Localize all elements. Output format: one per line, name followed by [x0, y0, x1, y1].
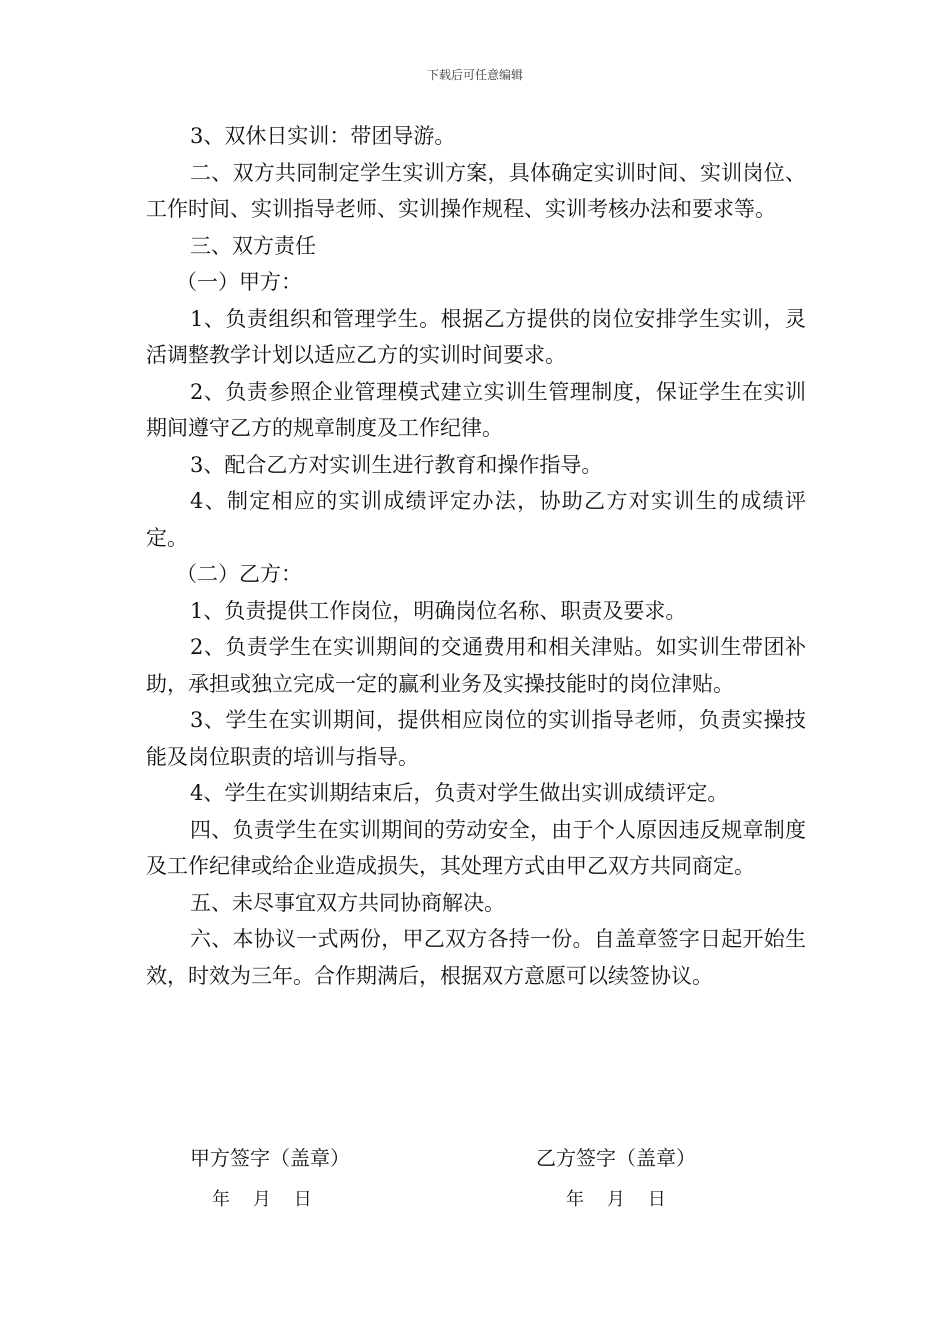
party-a-date: 年 月 日 [212, 1189, 312, 1210]
paragraph: 五、未尽事宜双方共同协商解决。 [190, 890, 505, 915]
party-a-signature [190, 1142, 350, 1211]
paragraph: 六、本协议一式两份，甲乙双方各持一份。自盖章签字日起开始生效，时效为三年。合作期满后，根据双方意愿可以续签协议。 [146, 927, 806, 988]
party-b-signature [536, 1142, 696, 1211]
paragraph: 四、负责学生在实训期间的劳动安全，由于个人原因违反规章制度及工作纪律或给企业造成损失，其处理方式由甲乙双方共同商定。 [146, 817, 806, 878]
paragraph: 4、学生在实训期结束后，负责对学生做出实训成绩评定。 [190, 781, 729, 805]
party-a-signature-label: 甲方签字（盖章） [190, 1146, 350, 1170]
section-heading: 三、双方责任 [190, 233, 316, 258]
paragraph: 3、学生在实训期间，提供相应岗位的实训指导老师，负责实操技能及岗位职责的培训与指导。 [146, 708, 806, 769]
paragraph: 2、负责学生在实训期间的交通费用和相关津贴。如实训生带团补助，承担或独立完成一定的赢利业务及实操技能时的岗位津贴。 [146, 635, 806, 696]
paragraph: 1、负责组织和管理学生。根据乙方提供的岗位安排学生实训，灵活调整教学计划以适应乙方的实训时间要求。 [146, 306, 806, 367]
paragraph: 二、双方共同制定学生实训方案，具体确定实训时间、实训岗位、工作时间、实训指导老师、实训操作规程、实训考核办法和要求等。 [146, 160, 806, 221]
subsection-heading: （二）乙方： [176, 562, 302, 586]
subsection-heading: （一）甲方： [176, 270, 302, 294]
paragraph: 1、负责提供工作岗位，明确岗位名称、职责及要求。 [190, 598, 687, 623]
party-b-date: 年 月 日 [566, 1189, 666, 1210]
paragraph: 2、负责参照企业管理模式建立实训生管理制度，保证学生在实训期间遵守乙方的规章制度及工作纪律。 [146, 379, 806, 440]
party-b-signature-label: 乙方签字（盖章） [536, 1146, 696, 1170]
paragraph: 4、制定相应的实训成绩评定办法，协助乙方对实训生的成绩评定。 [146, 489, 806, 550]
paragraph: 3、配合乙方对实训生进行教育和操作指导。 [190, 452, 603, 477]
document-body [146, 118, 806, 994]
paragraph: 3、双休日实训：带团导游。 [190, 124, 456, 148]
header-note: 下载后可任意编辑 [426, 68, 523, 82]
